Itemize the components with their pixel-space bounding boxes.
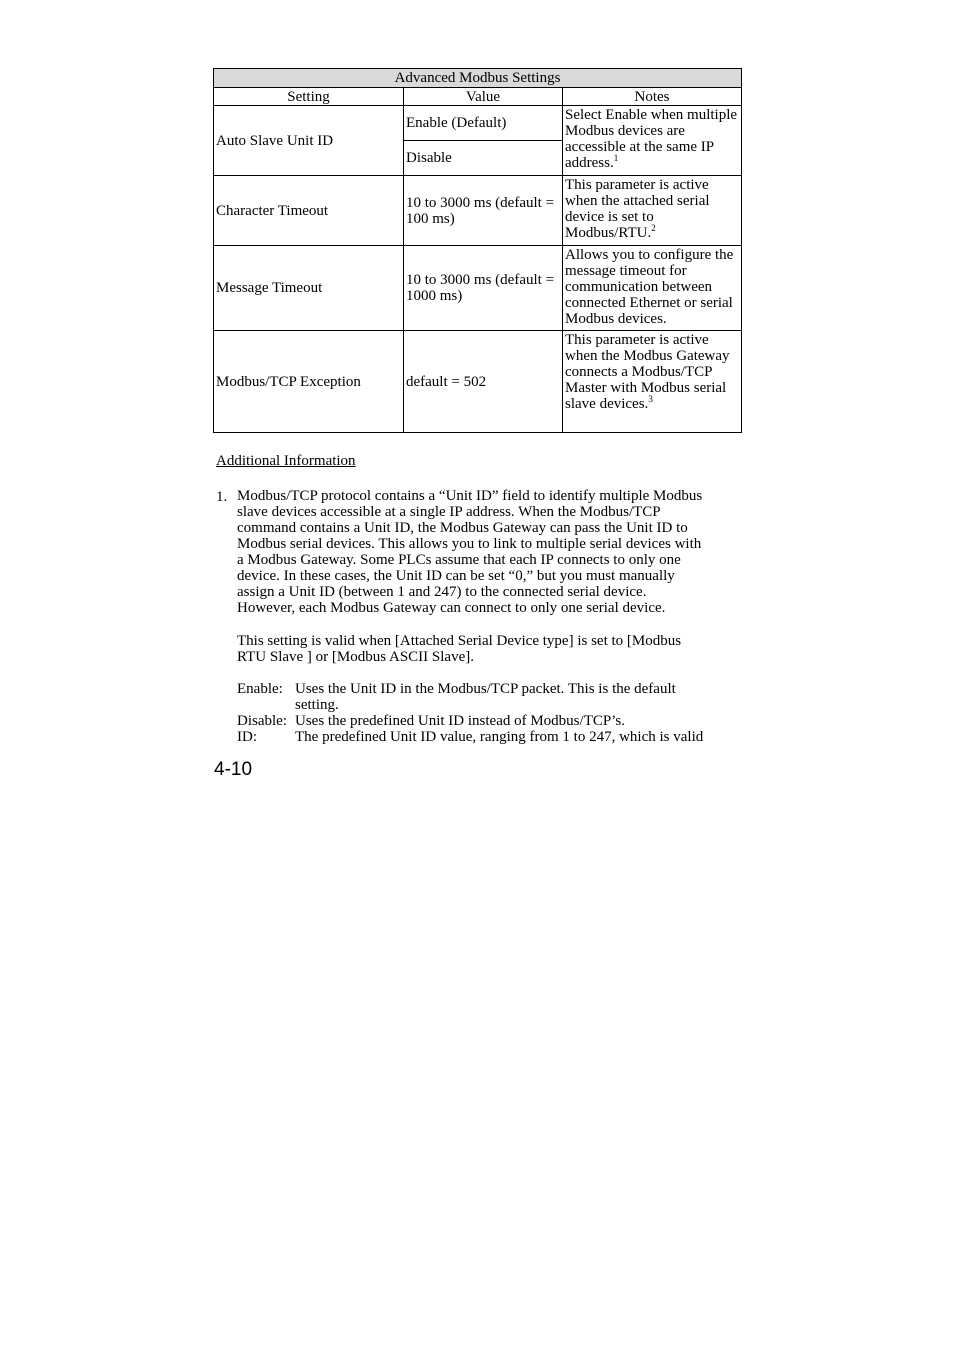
- notes-cell: [563, 176, 742, 246]
- table-header-row: [214, 88, 742, 106]
- footnote-marker: 2: [651, 223, 656, 233]
- additional-info-heading: Additional Information: [216, 453, 356, 469]
- header-value: Value: [404, 88, 563, 106]
- footnote-marker: 1: [613, 153, 619, 163]
- table-row: [214, 331, 742, 433]
- notes-cell: [563, 246, 742, 331]
- value-cell: 10 to 3000 ms (default = 1000 ms): [404, 246, 563, 331]
- setting-cell: Message Timeout: [214, 246, 404, 331]
- definition-term: ID:: [237, 729, 257, 745]
- value-cell: Enable (Default): [404, 106, 563, 141]
- setting-cell: Auto Slave Unit ID: [214, 106, 404, 176]
- notes-cell: [563, 106, 742, 176]
- notes-cell: [563, 331, 742, 433]
- advanced-modbus-settings-table: [213, 68, 742, 433]
- notes-text: Select Enable when multiple Modbus devices are accessible at the same IP address.: [565, 107, 738, 171]
- table-row: [214, 246, 742, 331]
- notes-text: Allows you to configure the message timeout for communication between connected Ethernet or serial Modbus devices.: [565, 247, 734, 327]
- header-setting: Setting: [214, 88, 404, 106]
- setting-cell: Character Timeout: [214, 176, 404, 246]
- table-row: [214, 176, 742, 246]
- definition-desc: Uses the predefined Unit ID instead of Modbus/TCP’s.: [295, 713, 625, 729]
- value-cell: default = 502: [404, 331, 563, 433]
- page-number: 4-10: [214, 759, 253, 780]
- footnote-marker: 3: [648, 394, 653, 404]
- definition-desc: Uses the Unit ID in the Modbus/TCP packet. This is the default setting.: [295, 681, 676, 713]
- notes-text: This parameter is active when the Modbus Gateway connects a Modbus/TCP Master with Modbus serial slave devices.: [565, 332, 730, 412]
- unit-id-paragraph: Modbus/TCP protocol contains a “Unit ID” field to identify multiple Modbus slave devices accessible at a single IP address. When the Modbus/TCP command contains a Unit ID, the Modbus Gateway can pass the Unit ID to Modbus serial devices. This allows you to link to multiple serial devices with a Modbus Gateway. Some PLCs assume that each IP connects to only one device. In these cases, the Unit ID can be set “0,” but you must manually assign a Unit ID (between 1 and 247) to the connected serial device. However, each Modbus Gateway can connect to only one serial device.: [237, 488, 703, 616]
- definition-term: Disable:: [237, 713, 287, 729]
- table-title: Advanced Modbus Settings: [214, 69, 742, 88]
- definition-desc: The predefined Unit ID value, ranging from 1 to 247, which is valid: [295, 729, 704, 745]
- footnote-number: 1.: [216, 489, 228, 505]
- value-cell: 10 to 3000 ms (default = 100 ms): [404, 176, 563, 246]
- table-row: [214, 106, 742, 141]
- header-notes: Notes: [563, 88, 742, 106]
- setting-cell: Modbus/TCP Exception: [214, 331, 404, 433]
- valid-setting-paragraph: This setting is valid when [Attached Serial Device type] is set to [Modbus RTU Slave ] or [Modbus ASCII Slave].: [237, 633, 682, 665]
- notes-text: This parameter is active when the attached serial device is set to Modbus/RTU.: [565, 177, 710, 241]
- definition-term: Enable:: [237, 681, 283, 697]
- value-cell: Disable: [404, 141, 563, 176]
